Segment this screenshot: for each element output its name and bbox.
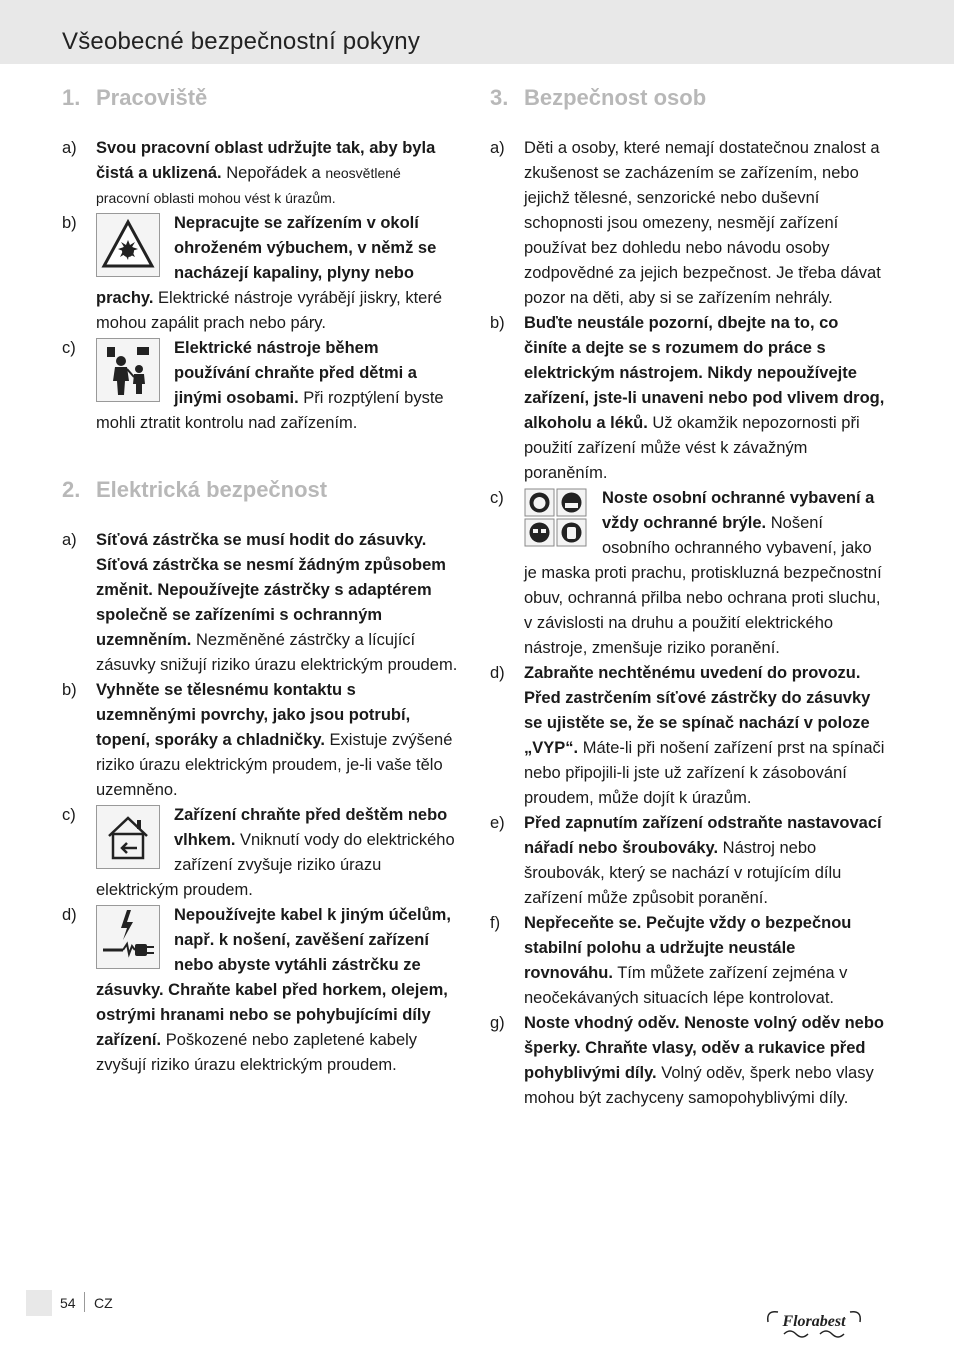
section-heading: 3. Bezpečnost osob [490,85,707,110]
page-number: 54 [60,1295,76,1311]
list-item: a) Svou pracovní oblast udržujte tak, aby byla čistá a uklizená. Nepořádek a neosvětlené pracovní oblasti mohou vést k úrazům. [62,139,436,206]
footer-divider [84,1292,85,1312]
list-item: c) Elektrické nástroje během používání chraňte před dětmi a jinými osobami. Při rozptýlení byste mohli ztratit kontrolu nad zařízením. [62,339,444,432]
section-heading: 2. Elektrická bezpečnost [62,477,328,502]
language-code: CZ [94,1295,113,1311]
left-column [62,84,458,1106]
list-item: a) Děti a osoby, které nemají dostatečnou znalost a zkušenost se zacházením se zařízením, nebo jejichž tělesné, senzorické nebo duševní schopnosti jsou omezeny, nesmějí zařízení používat bez dohledu nebo návodu osoby zodpovědné za jejich bezpečnost. Je třeba dávat pozor na děti, aby si se zařízením nehrály. [490,139,881,307]
list-item: b) Buďte neustále pozorní, dbejte na to, co činíte a dejte se s rozumem do práce s elektrickým nástrojem. Nikdy nepoužívejte zařízení, jste-li unaveni nebo pod vlivem drog, alkoholu a léků. Už okamžik nepozornosti při použití zařízení může vést k závažným poraněním. [490,314,885,482]
list-item: c) Noste osobní ochranné vybavení a vždy ochranné brýle. Nošení osobního ochranného vybavení, jako je maska proti prachu, protiskluzná bezpečnostní obuv, ochranná přilba nebo ochrana proti sluchu, v závislosti na druhu a použití elektrického nástroje, zmenšuje riziko poranění. [490,489,882,657]
keep-children-away-icon [96,338,160,402]
footer-marker [26,1290,52,1316]
section-personal-safety [490,84,886,1111]
list-item: a) Síťová zástrčka se musí hodit do zásuvky. Síťová zástrčka se nesmí žádným způsobem změnit. Nepoužívejte zástrčky s adaptérem společně se zařízeními s ochranným uzemněním. Nezměněné zástrčky a lícující zásuvky snižují riziko úrazu elektrickým proudem. [62,531,458,674]
list-item: b) Nepracujte se zařízením v okolí ohroženém výbuchem, v němž se nacházejí kapaliny, plyny nebo prachy. Elektrické nástroje vyrábějí jiskry, které mohou zapálit prach nebo páry. [62,214,443,332]
protective-equipment-icon [524,488,588,548]
list-item: g) Noste vhodný oděv. Nenoste volný oděv nebo šperky. Chraňte vlasy, oděv a rukavice před pohyblivými díly. Volný oděv, šperk nebo vlasy mohou být zachyceny samopohyblivými díly. [490,1014,885,1107]
brand-name: Florabest [782,1313,846,1330]
list-item: b) Vyhněte se tělesnému kontaktu s uzemněnými povrchy, jako jsou potrubí, topení, sporáky a chladničky. Existuje zvýšené riziko úrazu elektrickým proudem, je-li vaše tělo uzemněno. [62,681,453,799]
list-item: e) Před zapnutím zařízení odstraňte nastavovací nářadí nebo šroubováky. Nástroj nebo šroubovák, který se nachází v rotujícím dílu zařízení může způsobit poranění. [490,814,882,907]
florabest-logo [762,1304,866,1347]
indoor-use-icon [96,805,160,869]
page-title: Všeobecné bezpečnostní pokyny [62,28,421,55]
explosion-warning-icon [96,213,160,277]
page-header [0,0,954,64]
section-workplace [62,84,458,436]
list-item: d) Nepoužívejte kabel k jiným účelům, např. k nošení, zavěšení zařízení nebo abyste vytáhli zástrčku ze zásuvky. Chraňte kabel před horkem, olejem, ostrými hranami nebo se pohybujícími díly zařízení. Poškozené nebo zapletené kabely zvyšují riziko úrazu elektrickým proudem. [62,906,451,1074]
right-column [490,84,886,1139]
list-item: f) Nepřeceňte se. Pečujte vždy o bezpečnou stabilní polohu a udržujte neustále rovnováhu. Tím můžete zařízení zejména v neočekávaných situacích lépe kontrolovat. [490,914,852,1007]
list-item: d) Zabraňte nechtěnému uvedení do provozu. Před zastrčením síťové zástrčky do zásuvky se ujistěte se, že se spínač nachází v poloze „VYP“. Máte-li při nošení zařízení prst na spínači nebo připojili-li jste už zařízení k zásobování proudem, může dojít k úrazům. [490,664,885,807]
list-item: c) Zařízení chraňte před deštěm nebo vlhkem. Vniknutí vody do elektrického zařízení zvyšuje riziko úrazu elektrickým proudem. [62,806,455,899]
section-heading: 1. Pracoviště [62,85,208,110]
section-electrical-safety [62,476,458,1078]
cable-damage-icon [96,905,160,969]
